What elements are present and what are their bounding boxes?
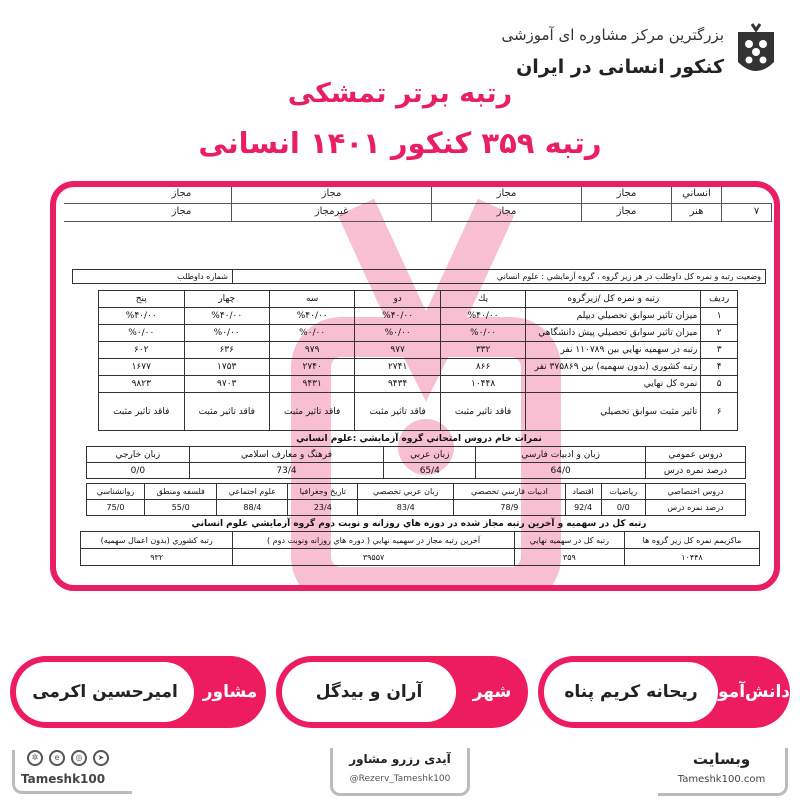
table-row (99, 376, 738, 393)
strip-cell: مجاز (132, 203, 232, 221)
row-label: تاثير مثبت سوابق تحصيلي (526, 393, 701, 431)
score-cell: 0/0 (601, 500, 645, 516)
social-icons (27, 750, 109, 770)
cell: ۹۷۰۳ (184, 376, 269, 393)
final-rank-table (80, 531, 760, 566)
cell: ۹۳۲ (81, 549, 233, 566)
raw-scores-title: نمرات خام دروس امتحاني گروه آزمايشي :علوم انساني (296, 434, 542, 444)
cell: ۳۳۲ (440, 342, 525, 359)
cell: ۹۷۷ (355, 342, 440, 359)
social-handle[interactable]: Tameshk100 (21, 772, 106, 786)
status-title: وضعيت رتبه و نمره كل داوطلب در هر زير گروه ، گروه آزمايشي : علوم انساني (233, 270, 766, 284)
row-label: نمره كل نهايي (526, 376, 701, 393)
cell: ۶۳۶ (184, 342, 269, 359)
advisor-name: امیرحسین اکرمی (32, 682, 178, 702)
row-label: رتبه در سهميه نهايي بين ۱۱۰۷۸۹ نفر (526, 342, 701, 359)
strip-cell: غيرمجاز (232, 203, 432, 221)
reserve-box (330, 748, 470, 796)
row-label: ميزان تاثير سوابق تحصيلي پيش دانشگاهي (526, 325, 701, 342)
student-name: ریحانه کریم پناه (564, 682, 698, 702)
table-row (99, 308, 738, 325)
col-header: يك (440, 291, 525, 308)
cell: ۳۹۵۵۷ (233, 549, 514, 566)
table-row (81, 532, 760, 549)
subject-header: زبان عربي (384, 447, 476, 463)
row-label: ميزان تاثير سوابق تحصيلي ديپلم (526, 308, 701, 325)
cell: فاقد تاثير مثبت (440, 393, 525, 431)
instagram-icon[interactable]: ◎ (71, 750, 87, 766)
special-courses-table (86, 483, 746, 516)
score-cell: 88/4 (217, 500, 288, 516)
row-label: درصد نمره درس (646, 463, 746, 479)
cell: %۰/۰۰ (184, 325, 269, 342)
final-rank-title: رتبه كل در سهميه و آخرين رتبه مجاز شده در دوره هاي روزانه و نوبت دوم گروه آزمايشي علوم انساني (191, 519, 647, 529)
subject-header: زبان عربي تخصصي (358, 484, 454, 500)
score-cell: 75/0 (87, 500, 145, 516)
table-row (99, 325, 738, 342)
table-row (99, 393, 738, 431)
cell: ۱۶۷۷ (99, 359, 185, 376)
report-frame (50, 181, 780, 591)
telegram-icon[interactable]: ➤ (93, 750, 109, 766)
strip-cell: انساني (672, 185, 722, 203)
score-cell: 65/4 (384, 463, 476, 479)
page-subtitle: رتبه ۳۵۹ کنکور ۱۴۰۱ انسانی (198, 126, 602, 160)
score-cell: 78/9 (454, 500, 565, 516)
cell: %۴۰/۰۰ (184, 308, 269, 325)
student-pill (538, 656, 790, 728)
table-row (81, 549, 760, 566)
strip-cell: مجاز (582, 185, 672, 203)
cell: %۰/۰۰ (269, 325, 354, 342)
report-header-table (72, 269, 766, 284)
subject-header: زبان خارجي (87, 447, 190, 463)
col-header: آخرين رتبه مجاز در سهميه نهايي ( دوره هاي روزانه ونوبت دوم ) (233, 532, 514, 549)
score-cell: 83/4 (358, 500, 454, 516)
table-row (87, 463, 746, 479)
row-index: ۳ (701, 342, 738, 359)
cell: ۱۰۴۴۸ (440, 376, 525, 393)
cell: ۸۶۶ (440, 359, 525, 376)
cell: فاقد تاثير مثبت (355, 393, 440, 431)
table-row (87, 484, 746, 500)
reserve-handle[interactable]: @Rezerv_Tameshk100 (349, 774, 451, 784)
table-row (99, 359, 738, 376)
table-row (87, 500, 746, 516)
cell: فاقد تاثير مثبت (99, 393, 185, 431)
col-header: رديف (701, 291, 738, 308)
cell: ۲۷۴۰ (269, 359, 354, 376)
city-pill-inner (282, 662, 456, 722)
score-cell: 55/0 (144, 500, 216, 516)
city-label: شهر (472, 682, 512, 702)
cell: ۱۷۵۳ (184, 359, 269, 376)
col-header: چهار (184, 291, 269, 308)
row-label: رتبه كشوري (بدون سهميه) بين ۳۷۵۸۶۹ نفر (526, 359, 701, 376)
advisor-pill (10, 656, 266, 728)
subject-header: فلسفه ومنطق (144, 484, 216, 500)
col-header: رتبه و نمره كل /زيرگروه (526, 291, 701, 308)
strip-cell: مجاز (432, 203, 582, 221)
cell: ۹۴۳۱ (269, 376, 354, 393)
advisor-pill-inner (16, 662, 194, 722)
col-header: ماكزيمم نمره كل زير گروه ها (624, 532, 759, 549)
cell: فاقد تاثير مثبت (184, 393, 269, 431)
eitaa-icon[interactable]: e (49, 750, 65, 766)
row-index: ۵ (701, 376, 738, 393)
city-name: آران و بیدگل (315, 682, 423, 702)
city-pill (276, 656, 528, 728)
cell: ۹۴۳۴ (355, 376, 440, 393)
cell: فاقد تاثير مثبت (269, 393, 354, 431)
strip-cell: مجاز (132, 185, 232, 203)
rank-table (98, 290, 738, 431)
col-header: دو (355, 291, 440, 308)
footer (0, 742, 800, 800)
subject-header: علوم اجتماعي (217, 484, 288, 500)
strip-cell: مجاز (432, 185, 582, 203)
subject-header: زبان و ادبيات فارسي (476, 447, 646, 463)
cell: %۰/۰۰ (355, 325, 440, 342)
subject-header: فرهنگ و معارف اسلامي (189, 447, 384, 463)
cell: ۳۵۹ (514, 549, 624, 566)
table-row (99, 342, 738, 359)
reserve-title: آیدی رزرو مشاور (349, 752, 451, 766)
cell: %۴۰/۰۰ (440, 308, 525, 325)
social-links (12, 750, 132, 794)
subject-header: رياضيات (601, 484, 645, 500)
brand-tagline: بزرگترین مرکز مشاوره ای آموزشی (501, 26, 724, 44)
cell: %۴۰/۰۰ (355, 308, 440, 325)
student-pill-inner (544, 662, 718, 722)
website-box (658, 748, 788, 796)
row-label: دروس اختصاصي (646, 484, 746, 500)
cell: ۹۷۹ (269, 342, 354, 359)
score-cell: 73/4 (189, 463, 384, 479)
advisor-label: مشاور (202, 682, 258, 702)
subject-header: ادبيات فارسي تخصصي (454, 484, 565, 500)
col-header: پنج (99, 291, 185, 308)
student-label: دانش‌آموز (708, 682, 790, 702)
table-row (87, 447, 746, 463)
rubika-icon[interactable]: ✲ (27, 750, 43, 766)
report-document (72, 269, 766, 566)
document-top-strip (64, 185, 772, 221)
subject-header: روانشناسي (87, 484, 145, 500)
cell: ۶۰۲ (99, 342, 185, 359)
row-index: ۱ (701, 308, 738, 325)
rank-header-row (99, 291, 738, 308)
col-header: رتبه كل در سهميه نهايي (514, 532, 624, 549)
general-courses-table (86, 446, 746, 479)
strip-cell: ۷ (742, 203, 772, 221)
row-index: ۶ (701, 393, 738, 431)
row-label: دروس عمومي (646, 447, 746, 463)
row-index: ۲ (701, 325, 738, 342)
website-link[interactable]: Tameshk100.com (677, 774, 766, 785)
candidate-no-label: شماره داوطلب (73, 270, 233, 284)
score-cell: 23/4 (288, 500, 358, 516)
cell: %۴۰/۰۰ (99, 308, 185, 325)
cell: %۰/۰۰ (99, 325, 185, 342)
page-title: رتبه برتر تمشکی (287, 78, 513, 109)
col-header: رتبه كشوري (بدون اعمال سهميه) (81, 532, 233, 549)
strip-cell: هنر (672, 203, 722, 221)
website-title: وبسایت (692, 750, 751, 768)
row-index: ۴ (701, 359, 738, 376)
raspberry-logo-icon (732, 18, 780, 82)
score-cell: 64/0 (476, 463, 646, 479)
cell: ۲۷۴۱ (355, 359, 440, 376)
subject-header: تاريخ وجغرافيا (288, 484, 358, 500)
brand-name: کنکور انسانی در ایران (516, 56, 724, 78)
col-header: سه (269, 291, 354, 308)
cell: %۴۰/۰۰ (269, 308, 354, 325)
score-cell: 0/0 (87, 463, 190, 479)
score-cell: 92/4 (565, 500, 601, 516)
strip-cell: مجاز (582, 203, 672, 221)
cell: %۰/۰۰ (440, 325, 525, 342)
cell: ۱۰۴۴۸ (624, 549, 759, 566)
subject-header: اقتصاد (565, 484, 601, 500)
cell: ۹۸۲۳ (99, 376, 185, 393)
strip-cell: مجاز (232, 185, 432, 203)
row-label: درصد نمره درس (646, 500, 746, 516)
